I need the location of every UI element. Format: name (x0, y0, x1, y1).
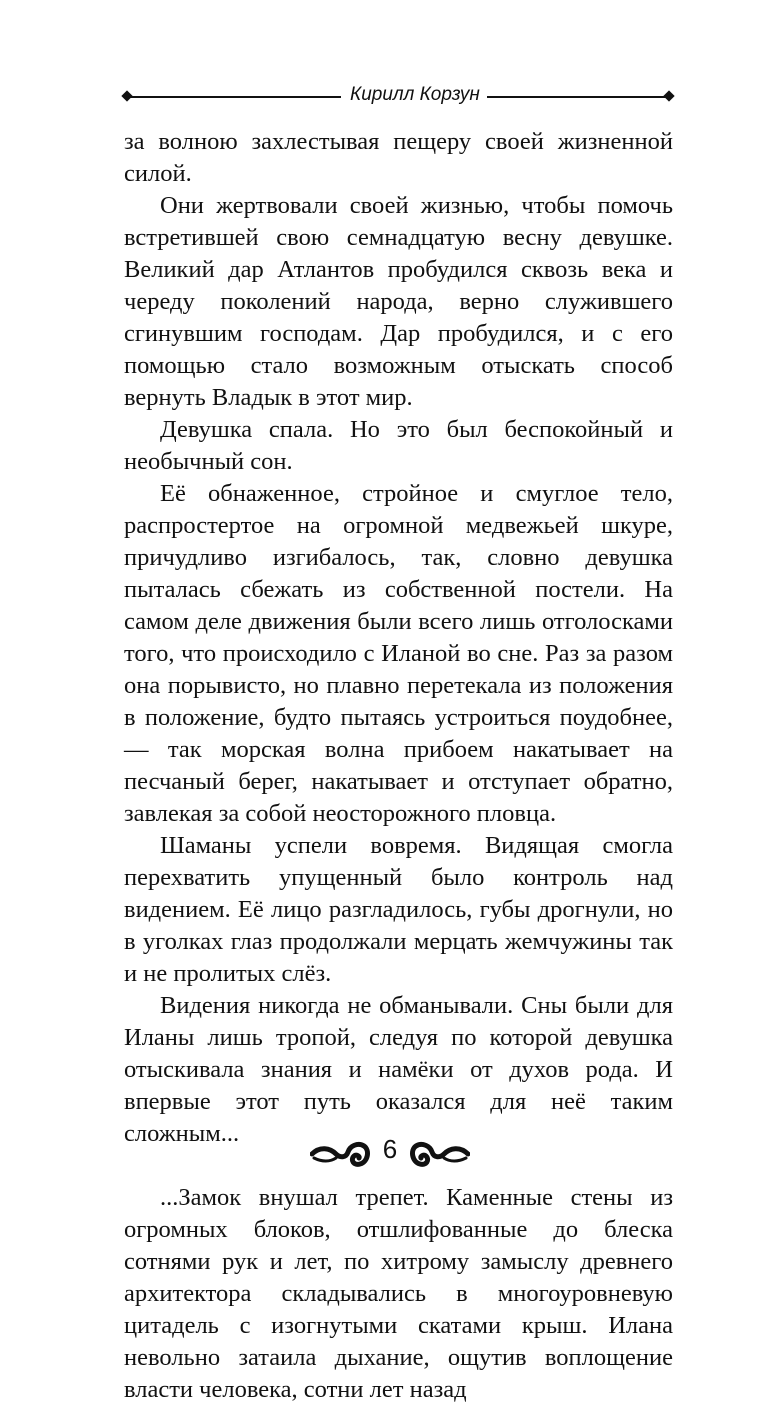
header-rule-left (129, 96, 341, 98)
body-text (124, 126, 673, 1406)
header-rule-right (487, 96, 667, 98)
paragraph: Они жертвовали своей жизнью, чтобы помочь встретившей свою семнадцатую весну девушке. Великий дар Атлантов пробудился сквозь века и череду поколений народа, верно служившего сгинувшим господам. Дар пробудился, и с его помощью стало возможным отыскать способ вернуть Владык в этот мир. (124, 192, 673, 411)
paragraph: за волною захлестывая пещеру своей жизненной силой. (124, 128, 673, 187)
footer-ornament-right-icon (408, 1132, 470, 1172)
running-header (123, 84, 673, 106)
page-footer (310, 1128, 470, 1176)
paragraph: Видения никогда не обманывали. Сны были для Иланы лишь тропой, следуя по которой девушка отыскивала знания и намёки от духов рода. И впервые этот путь оказался для неё таким сложным... (124, 992, 673, 1147)
paragraph: Её обнаженное, стройное и смуглое тело, распростертое на огромной медвежьей шкуре, причудливо изгибалось, так, словно девушка пыталась сбежать из собственной постели. На самом деле движения были всего лишь отголосками того, что происходило с Иланой во сне. Раз за разом она порывисто, но плавно перетекала из положения в положение, будто пытаясь устроиться поудобнее, — так морская волна прибоем накатывает на песчаный берег, накатывает и отступает обратно, завлекая за собой неосторожного пловца. (124, 480, 673, 827)
paragraph: ...Замок внушал трепет. Каменные стены из огромных блоков, отшлифованные до блеска сотнями рук и лет, по хитрому замыслу древнего архитектора складывались в многоуровневую цитадель с изогнутыми скатами крыш. Илана невольно затаила дыхание, ощутив воплощение власти человека, сотни лет назад (124, 1184, 673, 1403)
footer-ornament-left-icon (310, 1132, 372, 1172)
paragraph: Девушка спала. Но это был беспокойный и необычный сон. (124, 416, 673, 475)
page-number: 6 (382, 1134, 398, 1164)
header-author: Кирилл Корзун (350, 84, 480, 105)
header-ornament-right (663, 90, 674, 101)
paragraph: Шаманы успели вовремя. Видящая смогла перехватить упущенный было контроль над видением. Её лицо разгладилось, губы дрогнули, но в уголках глаз продолжали мерцать жемчужины так и не пролитых слёз. (124, 832, 673, 987)
